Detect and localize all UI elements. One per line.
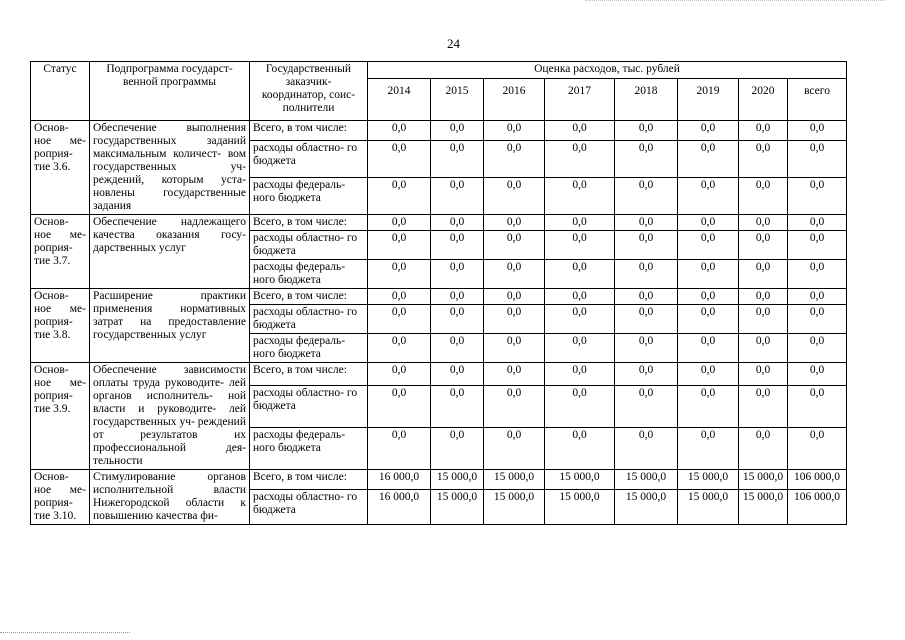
year-value-cell: 0,0 bbox=[739, 334, 788, 363]
status-cell: Основ- ное ме- роприя- тие 3.7. bbox=[31, 215, 90, 289]
year-value-cell: 0,0 bbox=[431, 121, 484, 141]
year-value-cell: 0,0 bbox=[678, 260, 739, 289]
year-value-cell: 0,0 bbox=[368, 260, 431, 289]
funding-source-cell: расходы областно- го бюджета bbox=[250, 489, 368, 524]
year-value-cell: 0,0 bbox=[678, 178, 739, 215]
year-value-cell: 0,0 bbox=[484, 334, 545, 363]
year-value-cell: 0,0 bbox=[615, 178, 678, 215]
header-status: Статус bbox=[31, 62, 90, 121]
total-value-cell: 0,0 bbox=[788, 305, 847, 334]
year-value-cell: 0,0 bbox=[739, 305, 788, 334]
year-value-cell: 0,0 bbox=[678, 215, 739, 231]
year-value-cell: 15 000,0 bbox=[484, 470, 545, 490]
total-value-cell: 0,0 bbox=[788, 260, 847, 289]
funding-source-cell: Всего, в том числе: bbox=[250, 363, 368, 386]
funding-source-cell: Всего, в том числе: bbox=[250, 470, 368, 490]
year-value-cell: 15 000,0 bbox=[545, 470, 615, 490]
header-year: 2018 bbox=[615, 79, 678, 121]
year-value-cell: 15 000,0 bbox=[739, 470, 788, 490]
year-value-cell: 0,0 bbox=[739, 289, 788, 305]
total-value-cell: 0,0 bbox=[788, 363, 847, 386]
year-value-cell: 0,0 bbox=[678, 428, 739, 470]
funding-source-cell: расходы федераль- ного бюджета bbox=[250, 334, 368, 363]
funding-source-cell: расходы федераль- ного бюджета bbox=[250, 428, 368, 470]
total-value-cell: 0,0 bbox=[788, 121, 847, 141]
year-value-cell: 0,0 bbox=[484, 215, 545, 231]
year-value-cell: 15 000,0 bbox=[545, 489, 615, 524]
year-value-cell: 0,0 bbox=[739, 428, 788, 470]
funding-source-cell: Всего, в том числе: bbox=[250, 289, 368, 305]
year-value-cell: 0,0 bbox=[368, 289, 431, 305]
table-row bbox=[31, 215, 847, 231]
funding-source-cell: расходы областно- го бюджета bbox=[250, 386, 368, 428]
funding-source-cell: Всего, в том числе: bbox=[250, 215, 368, 231]
year-value-cell: 0,0 bbox=[431, 215, 484, 231]
header-year: 2017 bbox=[545, 79, 615, 121]
table-body bbox=[31, 121, 847, 525]
year-value-cell: 0,0 bbox=[431, 334, 484, 363]
year-value-cell: 0,0 bbox=[368, 334, 431, 363]
year-value-cell: 0,0 bbox=[545, 260, 615, 289]
year-value-cell: 0,0 bbox=[368, 178, 431, 215]
year-value-cell: 0,0 bbox=[545, 141, 615, 178]
year-value-cell: 0,0 bbox=[739, 121, 788, 141]
year-value-cell: 0,0 bbox=[739, 231, 788, 260]
year-value-cell: 15 000,0 bbox=[484, 489, 545, 524]
year-value-cell: 15 000,0 bbox=[678, 489, 739, 524]
funding-source-cell: расходы федераль- ного бюджета bbox=[250, 178, 368, 215]
header-customer: Государственный заказчик- координатор, соис- полнители bbox=[250, 62, 368, 121]
year-value-cell: 0,0 bbox=[678, 121, 739, 141]
year-value-cell: 0,0 bbox=[739, 386, 788, 428]
year-value-cell: 0,0 bbox=[615, 428, 678, 470]
year-value-cell: 0,0 bbox=[739, 260, 788, 289]
year-value-cell: 0,0 bbox=[368, 305, 431, 334]
year-value-cell: 15 000,0 bbox=[615, 489, 678, 524]
total-value-cell: 0,0 bbox=[788, 289, 847, 305]
year-value-cell: 0,0 bbox=[368, 231, 431, 260]
year-value-cell: 0,0 bbox=[484, 141, 545, 178]
year-value-cell: 15 000,0 bbox=[431, 470, 484, 490]
subprogram-cell: Обеспечение надлежащего качества оказания госу- дарственных услуг bbox=[90, 215, 250, 289]
year-value-cell: 0,0 bbox=[678, 141, 739, 178]
year-value-cell: 0,0 bbox=[484, 428, 545, 470]
total-value-cell: 0,0 bbox=[788, 215, 847, 231]
year-value-cell: 0,0 bbox=[615, 121, 678, 141]
year-value-cell: 0,0 bbox=[615, 386, 678, 428]
year-value-cell: 0,0 bbox=[739, 363, 788, 386]
year-value-cell: 0,0 bbox=[545, 178, 615, 215]
total-value-cell: 0,0 bbox=[788, 386, 847, 428]
year-value-cell: 0,0 bbox=[484, 260, 545, 289]
year-value-cell: 0,0 bbox=[368, 386, 431, 428]
header-year: 2020 bbox=[739, 79, 788, 121]
year-value-cell: 0,0 bbox=[678, 231, 739, 260]
subprogram-cell: Обеспечение выполнения государственных заданий максимальным количест- вом государственных уч- реждений, которым уста- новлены государственные задания bbox=[90, 121, 250, 215]
year-value-cell: 0,0 bbox=[431, 428, 484, 470]
year-value-cell: 0,0 bbox=[678, 334, 739, 363]
year-value-cell: 15 000,0 bbox=[615, 470, 678, 490]
year-value-cell: 0,0 bbox=[484, 386, 545, 428]
year-value-cell: 0,0 bbox=[678, 289, 739, 305]
year-value-cell: 0,0 bbox=[368, 141, 431, 178]
year-value-cell: 0,0 bbox=[431, 141, 484, 178]
year-value-cell: 0,0 bbox=[545, 386, 615, 428]
year-value-cell: 0,0 bbox=[431, 289, 484, 305]
year-value-cell: 0,0 bbox=[368, 363, 431, 386]
year-value-cell: 0,0 bbox=[615, 215, 678, 231]
table-row bbox=[31, 289, 847, 305]
status-cell: Основ- ное ме- роприя- тие 3.10. bbox=[31, 470, 90, 525]
year-value-cell: 0,0 bbox=[545, 215, 615, 231]
year-value-cell: 0,0 bbox=[615, 231, 678, 260]
header-year: 2014 bbox=[368, 79, 431, 121]
status-cell: Основ- ное ме- роприя- тие 3.9. bbox=[31, 363, 90, 470]
year-value-cell: 0,0 bbox=[678, 386, 739, 428]
total-value-cell: 0,0 bbox=[788, 178, 847, 215]
header-year: 2019 bbox=[678, 79, 739, 121]
year-value-cell: 0,0 bbox=[545, 428, 615, 470]
year-value-cell: 15 000,0 bbox=[678, 470, 739, 490]
total-value-cell: 106 000,0 bbox=[788, 470, 847, 490]
year-value-cell: 0,0 bbox=[484, 121, 545, 141]
budget-table bbox=[30, 61, 847, 525]
total-value-cell: 0,0 bbox=[788, 141, 847, 178]
funding-source-cell: расходы областно- го бюджета bbox=[250, 305, 368, 334]
table-row bbox=[31, 470, 847, 490]
header-year: 2015 bbox=[431, 79, 484, 121]
funding-source-cell: расходы областно- го бюджета bbox=[250, 141, 368, 178]
subprogram-cell: Расширение практики применения нормативных затрат на предоставление государственных услуг bbox=[90, 289, 250, 363]
year-value-cell: 0,0 bbox=[484, 305, 545, 334]
year-value-cell: 0,0 bbox=[739, 178, 788, 215]
year-value-cell: 0,0 bbox=[368, 215, 431, 231]
header-estimate: Оценка расходов, тыс. рублей bbox=[368, 62, 847, 79]
header-year: 2016 bbox=[484, 79, 545, 121]
year-value-cell: 0,0 bbox=[678, 305, 739, 334]
status-cell: Основ- ное ме- роприя- тие 3.6. bbox=[31, 121, 90, 215]
header-total: всего bbox=[788, 79, 847, 121]
year-value-cell: 16 000,0 bbox=[368, 470, 431, 490]
funding-source-cell: Всего, в том числе: bbox=[250, 121, 368, 141]
year-value-cell: 0,0 bbox=[484, 231, 545, 260]
page-number: 24 bbox=[447, 36, 460, 51]
total-value-cell: 0,0 bbox=[788, 231, 847, 260]
year-value-cell: 0,0 bbox=[431, 305, 484, 334]
year-value-cell: 0,0 bbox=[545, 363, 615, 386]
year-value-cell: 0,0 bbox=[431, 363, 484, 386]
year-value-cell: 0,0 bbox=[484, 289, 545, 305]
year-value-cell: 0,0 bbox=[431, 386, 484, 428]
year-value-cell: 0,0 bbox=[615, 260, 678, 289]
year-value-cell: 0,0 bbox=[615, 305, 678, 334]
year-value-cell: 0,0 bbox=[431, 178, 484, 215]
status-cell: Основ- ное ме- роприя- тие 3.8. bbox=[31, 289, 90, 363]
year-value-cell: 0,0 bbox=[615, 289, 678, 305]
year-value-cell: 0,0 bbox=[545, 305, 615, 334]
scan-edge-line bbox=[585, 0, 885, 1]
year-value-cell: 0,0 bbox=[615, 334, 678, 363]
year-value-cell: 0,0 bbox=[484, 178, 545, 215]
year-value-cell: 0,0 bbox=[678, 363, 739, 386]
year-value-cell: 15 000,0 bbox=[431, 489, 484, 524]
total-value-cell: 0,0 bbox=[788, 334, 847, 363]
funding-source-cell: расходы федераль- ного бюджета bbox=[250, 260, 368, 289]
year-value-cell: 16 000,0 bbox=[368, 489, 431, 524]
year-value-cell: 0,0 bbox=[615, 141, 678, 178]
year-value-cell: 0,0 bbox=[431, 260, 484, 289]
year-value-cell: 0,0 bbox=[739, 141, 788, 178]
total-value-cell: 0,0 bbox=[788, 428, 847, 470]
subprogram-cell: Обеспечение зависимости оплаты труда руководите- лей органов исполнитель- ной власти и руководите- лей государственных уч- реждений от результатов их профессиональной дея- тельности bbox=[90, 363, 250, 470]
year-value-cell: 15 000,0 bbox=[739, 489, 788, 524]
table-row bbox=[31, 363, 847, 386]
year-value-cell: 0,0 bbox=[615, 363, 678, 386]
year-value-cell: 0,0 bbox=[368, 121, 431, 141]
year-value-cell: 0,0 bbox=[431, 231, 484, 260]
total-value-cell: 106 000,0 bbox=[788, 489, 847, 524]
year-value-cell: 0,0 bbox=[368, 428, 431, 470]
scan-edge-line bbox=[0, 632, 130, 633]
year-value-cell: 0,0 bbox=[545, 231, 615, 260]
funding-source-cell: расходы областно- го бюджета bbox=[250, 231, 368, 260]
year-value-cell: 0,0 bbox=[545, 121, 615, 141]
year-value-cell: 0,0 bbox=[545, 289, 615, 305]
year-value-cell: 0,0 bbox=[484, 363, 545, 386]
subprogram-cell: Стимулирование органов исполнительной власти Нижегородской области к повышению качества фи- bbox=[90, 470, 250, 525]
year-value-cell: 0,0 bbox=[739, 215, 788, 231]
table-row bbox=[31, 121, 847, 141]
header-subprogram: Подпрограмма государст- венной программы bbox=[90, 62, 250, 121]
year-value-cell: 0,0 bbox=[545, 334, 615, 363]
